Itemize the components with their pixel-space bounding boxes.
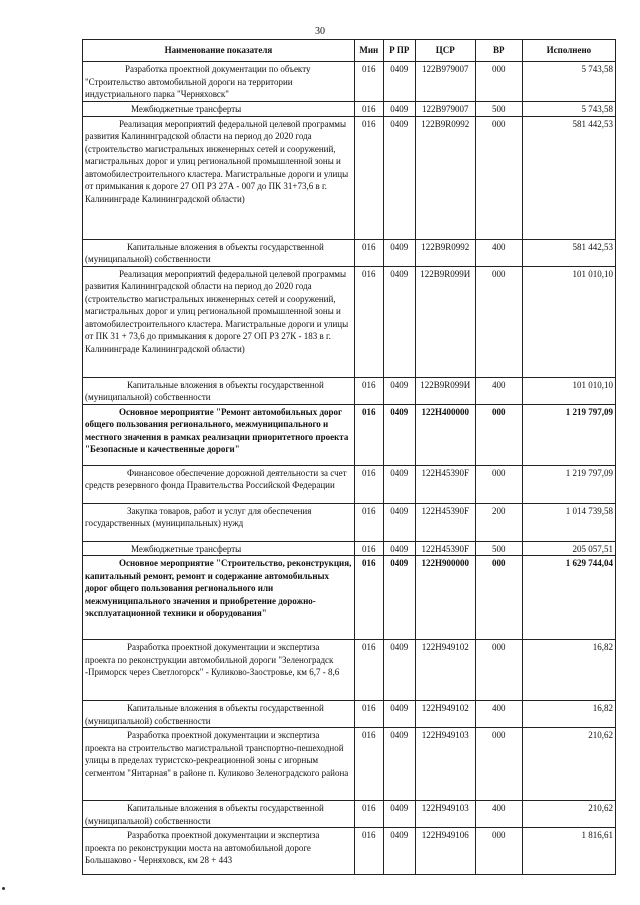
row-name: Капитальные вложения в объекты государственной (муниципальной) собственности (83, 239, 355, 266)
row-csr: 122Н949103 (415, 728, 475, 801)
row-vr: 000 (475, 404, 522, 465)
scan-dot-mark (2, 887, 5, 890)
row-vr: 000 (475, 556, 522, 640)
row-rpr: 0409 (383, 377, 415, 404)
row-vr: 000 (475, 728, 522, 801)
row-min: 016 (354, 728, 383, 801)
header-vr: ВР (475, 40, 522, 62)
row-min: 016 (354, 828, 383, 875)
row-rpr: 0409 (383, 404, 415, 465)
row-executed: 1 629 744,04 (522, 556, 615, 640)
row-vr: 000 (475, 62, 522, 102)
row-vr: 400 (475, 239, 522, 266)
row-min: 016 (354, 465, 383, 503)
row-rpr: 0409 (383, 116, 415, 239)
row-executed: 210,62 (522, 728, 615, 801)
row-executed: 1 219 797,09 (522, 465, 615, 503)
row-csr: 122В979007 (415, 102, 475, 117)
row-name: Реализация мероприятий федеральной целевой программы развития Калининградской области на период до 2020 года (строительство магистральных инженерных сетей и сооружений, магистральных дорог и улиц региональной промышленной зоны и автомобилестроительного кластера. Магистральные дороги и улицы от ПК 31 + 73,6 до примыкания к дороге 27 ОП РЗ 27К - 183 в г. Калининграде Калининградской области) (83, 266, 355, 377)
table-header-row (83, 40, 616, 62)
row-min: 016 (354, 640, 383, 701)
row-vr: 400 (475, 801, 522, 828)
row-vr: 400 (475, 701, 522, 728)
row-csr: 122В9R099И (415, 266, 475, 377)
row-executed: 16,82 (522, 640, 615, 701)
row-csr: 122В9R0992 (415, 116, 475, 239)
row-csr: 122Н949106 (415, 828, 475, 875)
row-name: Межбюджетные трансферты (83, 541, 355, 556)
row-min: 016 (354, 801, 383, 828)
row-min: 016 (354, 266, 383, 377)
row-csr: 122Н400000 (415, 404, 475, 465)
row-rpr: 0409 (383, 728, 415, 801)
row-executed: 205 057,51 (522, 541, 615, 556)
table-row (83, 541, 616, 556)
row-vr: 000 (475, 116, 522, 239)
row-rpr: 0409 (383, 801, 415, 828)
row-executed: 210,62 (522, 801, 615, 828)
table-row (83, 102, 616, 117)
row-csr: 122Н45390F (415, 465, 475, 503)
row-name: Капитальные вложения в объекты государственной (муниципальной) собственности (83, 701, 355, 728)
row-csr: 122В9R099И (415, 377, 475, 404)
row-executed: 101 010,10 (522, 377, 615, 404)
row-rpr: 0409 (383, 556, 415, 640)
row-rpr: 0409 (383, 62, 415, 102)
row-name: Разработка проектной документации по объекту "Строительство автомобильной дороги на территории индустриального парка "Черняховск" (83, 62, 355, 102)
table-row (83, 62, 616, 102)
table-row (83, 404, 616, 465)
row-min: 016 (354, 556, 383, 640)
table-row (83, 116, 616, 239)
row-executed: 1 014 739,58 (522, 503, 615, 541)
row-min: 016 (354, 239, 383, 266)
row-min: 016 (354, 541, 383, 556)
row-vr: 000 (475, 640, 522, 701)
row-vr: 500 (475, 541, 522, 556)
row-csr: 122Н45390F (415, 541, 475, 556)
row-name: Закупка товаров, работ и услуг для обеспечения государственных (муниципальных) нужд (83, 503, 355, 541)
row-executed: 1 816,61 (522, 828, 615, 875)
row-rpr: 0409 (383, 239, 415, 266)
row-csr: 122В9R0992 (415, 239, 475, 266)
row-name: Межбюджетные трансферты (83, 102, 355, 117)
row-csr: 122В979007 (415, 62, 475, 102)
row-executed: 5 743,58 (522, 102, 615, 117)
row-rpr: 0409 (383, 102, 415, 117)
header-min: Мин (354, 40, 383, 62)
table-row (83, 266, 616, 377)
row-vr: 000 (475, 465, 522, 503)
row-rpr: 0409 (383, 541, 415, 556)
header-name: Наименование показателя (83, 40, 355, 62)
table-row (83, 701, 616, 728)
row-csr: 122Н900000 (415, 556, 475, 640)
row-name: Разработка проектной документации и экспертиза проекта по реконструкции моста на автомобильной дороге Большаково - Черняховск, км 28 + 443 (83, 828, 355, 875)
row-executed: 101 010,10 (522, 266, 615, 377)
row-name: Реализация мероприятий федеральной целевой программы развития Калининградской области на период до 2020 года (строительство магистральных инженерных сетей и сооружений, магистральных дорог и улиц региональной промышленной зоны и автомобилестроительного кластера. Магистральные дороги и улицы от примыкания к дороге 27 ОП РЗ 27А - 007 до ПК 31+73,6 в г. Калининграде Калининградской области) (83, 116, 355, 239)
row-csr: 122Н45390F (415, 503, 475, 541)
row-name: Основное мероприятие "Ремонт автомобильных дорог общего пользования регионального, межмуниципального и местного значения в рамках реализации приоритетного проекта "Безопасные и качественные дороги" (83, 404, 355, 465)
row-min: 016 (354, 116, 383, 239)
table-row (83, 239, 616, 266)
row-name: Капитальные вложения в объекты государственной (муниципальной) собственности (83, 801, 355, 828)
row-rpr: 0409 (383, 640, 415, 701)
row-min: 016 (354, 404, 383, 465)
row-csr: 122Н949103 (415, 801, 475, 828)
row-name: Разработка проектной документации и экспертиза проекта по реконструкции автомобильной дороги "Зеленоградск -Приморск через Светлогорск" - Куликово-Заостровье, км 6,7 - 8,6 (83, 640, 355, 701)
table-row (83, 503, 616, 541)
row-min: 016 (354, 503, 383, 541)
header-rpr: Р ПР (383, 40, 415, 62)
row-name: Финансовое обеспечение дорожной деятельности за счет средств резервного фонда Правительства Российской Федерации (83, 465, 355, 503)
row-name: Капитальные вложения в объекты государственной (муниципальной) собственности (83, 377, 355, 404)
row-rpr: 0409 (383, 465, 415, 503)
row-min: 016 (354, 377, 383, 404)
table-row (83, 640, 616, 701)
row-rpr: 0409 (383, 828, 415, 875)
table-row (83, 828, 616, 875)
row-rpr: 0409 (383, 266, 415, 377)
row-executed: 1 219 797,09 (522, 404, 615, 465)
row-executed: 16,82 (522, 701, 615, 728)
table-row (83, 465, 616, 503)
row-executed: 581 442,53 (522, 116, 615, 239)
row-csr: 122Н949102 (415, 701, 475, 728)
row-min: 016 (354, 102, 383, 117)
row-name: Основное мероприятие "Строительство, реконструкция, капитальный ремонт, ремонт и содержание автомобильных дорог общего пользования регионального или межмуниципального значения и приобретение дорожно-эксплуатационной техники и оборудования" (83, 556, 355, 640)
row-executed: 5 743,58 (522, 62, 615, 102)
row-vr: 000 (475, 266, 522, 377)
row-rpr: 0409 (383, 701, 415, 728)
row-name: Разработка проектной документации и экспертиза проекта на строительство магистральной транспортно-пешеходной улицы в пределах туристско-рекреационной зоны с игорным сегментом "Янтарная" в районе п. Куликово Зеленоградского района (83, 728, 355, 801)
row-csr: 122Н949102 (415, 640, 475, 701)
table-row (83, 556, 616, 640)
header-executed: Исполнено (522, 40, 615, 62)
row-vr: 500 (475, 102, 522, 117)
row-executed: 581 442,53 (522, 239, 615, 266)
header-csr: ЦСР (415, 40, 475, 62)
row-vr: 400 (475, 377, 522, 404)
table-row (83, 377, 616, 404)
row-min: 016 (354, 701, 383, 728)
row-vr: 000 (475, 828, 522, 875)
table-row (83, 728, 616, 801)
budget-table (82, 39, 616, 875)
row-rpr: 0409 (383, 503, 415, 541)
table-row (83, 801, 616, 828)
row-min: 016 (354, 62, 383, 102)
row-vr: 200 (475, 503, 522, 541)
page-number: 30 (315, 26, 325, 37)
